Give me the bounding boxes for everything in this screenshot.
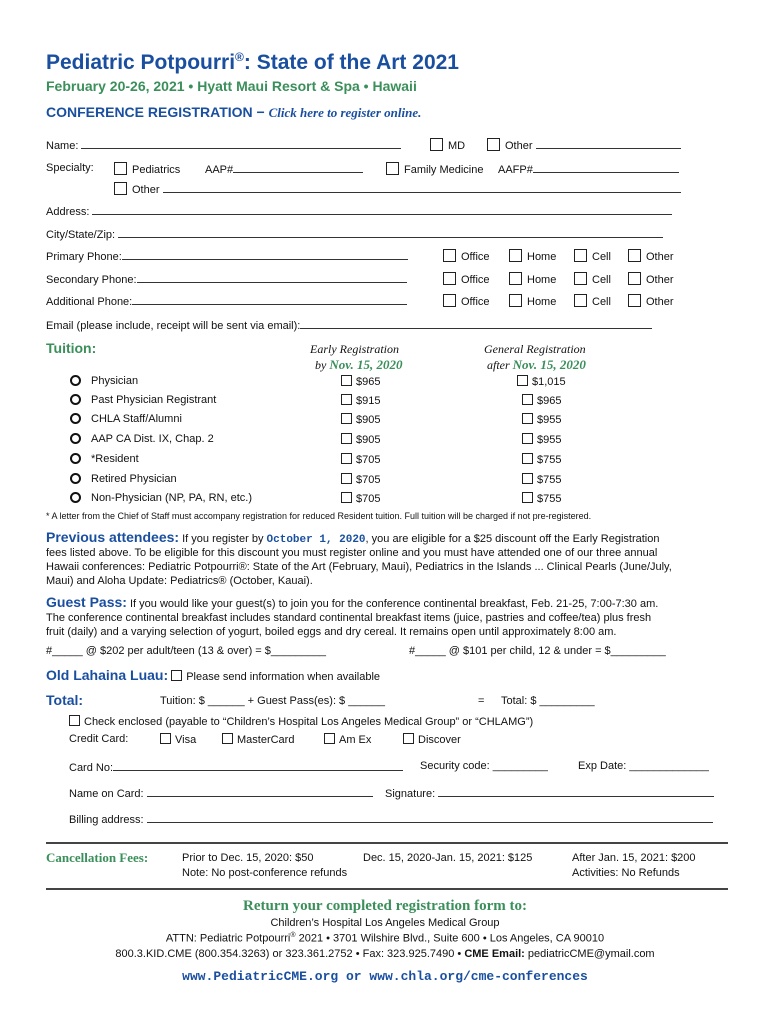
address-field[interactable]: Address: bbox=[46, 204, 672, 218]
phone-field-1[interactable]: Primary Phone: bbox=[46, 249, 408, 263]
guest-pass-line1: Guest Pass: If you would like your guest(s) to join you for the conference continental breakfast, Feb. 21-25, 7:00-7:30 am. bbox=[46, 594, 659, 610]
aafp-field[interactable]: AAFP# bbox=[498, 162, 679, 176]
tuition-label: Past Physician Registrant bbox=[91, 394, 217, 406]
email-field[interactable]: Email (please include, receipt will be sent via email): bbox=[46, 318, 652, 332]
divider-top bbox=[46, 842, 728, 844]
tuition-radio[interactable] bbox=[70, 375, 81, 388]
name-field[interactable]: Name: bbox=[46, 138, 401, 152]
specialty-other-option[interactable]: Other bbox=[114, 182, 681, 196]
footer-org: Children’s Hospital Los Angeles Medical Group bbox=[270, 917, 500, 929]
phone-2-type-home[interactable]: Home bbox=[509, 272, 556, 286]
early-price-option[interactable]: $905 bbox=[341, 413, 380, 426]
tuition-label: Non-Physician (NP, PA, RN, etc.) bbox=[91, 492, 252, 504]
luau-line[interactable]: Old Lahaina Luau: Please send information when available bbox=[46, 667, 381, 683]
phone-1-type-cell[interactable]: Cell bbox=[574, 249, 611, 263]
previous-attendees-line3: Hawaii conferences: Pediatric Potpourri®: State of the Art (February, Maui), Pediatrics in the Islands ... Clinical Pearls (June/July, bbox=[46, 561, 672, 573]
activities-note: Activities: No Refunds bbox=[572, 867, 680, 879]
general-price-option[interactable]: $955 bbox=[522, 433, 561, 446]
early-price-option[interactable]: $965 bbox=[341, 375, 380, 388]
phone-field-3[interactable]: Additional Phone: bbox=[46, 294, 407, 308]
cancel-fee-3: After Jan. 15, 2021: $200 bbox=[572, 852, 696, 864]
equals-sign: = bbox=[478, 695, 485, 707]
signature-field[interactable]: Signature: bbox=[385, 786, 714, 800]
aap-field[interactable]: AAP# bbox=[205, 162, 363, 176]
tuition-radio[interactable] bbox=[70, 394, 81, 407]
tuition-radio[interactable] bbox=[70, 413, 81, 426]
register-online-link[interactable]: Click here to register online. bbox=[268, 105, 422, 120]
cancel-fee-1: Prior to Dec. 15, 2020: $50 bbox=[182, 852, 314, 864]
tuition-label: Physician bbox=[91, 375, 139, 387]
tuition-radio[interactable] bbox=[70, 492, 81, 505]
security-code-field[interactable]: Security code: _________ bbox=[420, 760, 548, 772]
other-degree-option[interactable]: Other bbox=[487, 138, 681, 152]
exp-date-field[interactable]: Exp Date: _____________ bbox=[578, 760, 709, 772]
pediatrics-option[interactable]: Pediatrics bbox=[114, 162, 180, 176]
tuition-guest-amount-field[interactable]: Tuition: $ ______ + Guest Pass(es): $ ______ bbox=[160, 695, 385, 707]
footer-email-link[interactable]: pediatricCME@ymail.com bbox=[527, 947, 655, 960]
early-registration-header: Early Registration bbox=[310, 342, 399, 356]
conference-subtitle: February 20-26, 2021 • Hyatt Maui Resort & Spa • Hawaii bbox=[46, 78, 417, 94]
general-price-option[interactable]: $965 bbox=[522, 394, 561, 407]
footer-urls[interactable]: www.PediatricCME.org or www.chla.org/cme-conferences bbox=[182, 968, 588, 984]
md-option[interactable]: MD bbox=[430, 138, 465, 152]
total-amount-field[interactable]: Total: $ _________ bbox=[501, 695, 595, 707]
phone-1-type-other[interactable]: Other bbox=[628, 249, 674, 263]
name-on-card-field[interactable]: Name on Card: bbox=[69, 786, 373, 800]
tuition-label: CHLA Staff/Alumni bbox=[91, 413, 182, 425]
tuition-heading: Tuition: bbox=[46, 340, 97, 356]
check-enclosed-option[interactable]: Check enclosed (payable to “Children’s Hospital Los Angeles Medical Group” or “CHLAMG”) bbox=[69, 715, 533, 728]
early-price-option[interactable]: $705 bbox=[341, 492, 380, 505]
phone-3-type-home[interactable]: Home bbox=[509, 294, 556, 308]
general-price-option[interactable]: $1,015 bbox=[517, 375, 566, 388]
return-heading: Return your completed registration form to: bbox=[243, 898, 527, 914]
guest-adult-field[interactable]: #_____ @ $202 per adult/teen (13 & over) = $_________ bbox=[46, 645, 326, 657]
guest-pass-line3: fruit (daily) and a varying selection of yogurt, boiled eggs and dry cereal. It remains open until approximately 8:00 am. bbox=[46, 626, 617, 638]
tuition-label: AAP CA Dist. IX, Chap. 2 bbox=[91, 433, 214, 445]
guest-child-field[interactable]: #_____ @ $101 per child, 12 & under = $_________ bbox=[409, 645, 666, 657]
card-number-field[interactable]: Card No: bbox=[69, 760, 403, 774]
card-option-discover[interactable]: Discover bbox=[403, 733, 461, 746]
previous-attendees-line4: Maui) and Aloha Update: Pediatrics® (October, Kauai). bbox=[46, 575, 313, 587]
cancellation-heading: Cancellation Fees: bbox=[46, 850, 149, 865]
general-price-option[interactable]: $955 bbox=[522, 413, 561, 426]
phone-3-type-office[interactable]: Office bbox=[443, 294, 490, 308]
card-option-am-ex[interactable]: Am Ex bbox=[324, 733, 371, 746]
card-option-mastercard[interactable]: MasterCard bbox=[222, 733, 294, 746]
tuition-label: *Resident bbox=[91, 453, 139, 465]
tuition-radio[interactable] bbox=[70, 453, 81, 466]
general-registration-date: after Nov. 15, 2020 bbox=[487, 357, 586, 372]
early-price-option[interactable]: $705 bbox=[341, 473, 380, 486]
phone-3-type-other[interactable]: Other bbox=[628, 294, 674, 308]
family-medicine-option[interactable]: Family Medicine bbox=[386, 162, 483, 176]
card-option-visa[interactable]: Visa bbox=[160, 733, 196, 746]
page-title: Pediatric Potpourri®: State of the Art 2021 bbox=[46, 50, 459, 74]
resident-footnote: * A letter from the Chief of Staff must accompany registration for reduced Resident tuition. Full tuition will be charged if not pre-registered. bbox=[46, 511, 592, 521]
specialty-label: Specialty: bbox=[46, 162, 94, 174]
divider-bottom bbox=[46, 888, 728, 890]
tuition-radio[interactable] bbox=[70, 473, 81, 486]
footer-attn: ATTN: Pediatric Potpourri® 2021 • 3701 Wilshire Blvd., Suite 600 • Los Angeles, CA 90010 bbox=[165, 932, 605, 945]
early-price-option[interactable]: $915 bbox=[341, 394, 380, 407]
phone-field-2[interactable]: Secondary Phone: bbox=[46, 272, 407, 286]
phone-1-type-office[interactable]: Office bbox=[443, 249, 490, 263]
phone-2-type-other[interactable]: Other bbox=[628, 272, 674, 286]
phone-1-type-home[interactable]: Home bbox=[509, 249, 556, 263]
tuition-label: Retired Physician bbox=[91, 473, 177, 485]
guest-pass-line2: The conference continental breakfast includes standard continental breakfast items (juice, pastries and coffee/tea) plus fresh bbox=[46, 612, 652, 624]
phone-3-type-cell[interactable]: Cell bbox=[574, 294, 611, 308]
general-price-option[interactable]: $755 bbox=[522, 453, 561, 466]
footer bbox=[0, 898, 770, 984]
footer-contact: 800.3.KID.CME (800.354.3263) or 323.361.2752 • Fax: 323.925.7490 • CME Email: pediatricCME@ymail.com bbox=[115, 947, 655, 960]
city-state-zip-field[interactable]: City/State/Zip: bbox=[46, 227, 663, 241]
general-price-option[interactable]: $755 bbox=[522, 492, 561, 505]
general-price-option[interactable]: $755 bbox=[522, 473, 561, 486]
total-heading: Total: bbox=[46, 692, 84, 708]
early-price-option[interactable]: $905 bbox=[341, 433, 380, 446]
general-registration-header: General Registration bbox=[484, 342, 586, 356]
early-price-option[interactable]: $705 bbox=[341, 453, 380, 466]
registration-heading: CONFERENCE REGISTRATION − Click here to register online. bbox=[46, 104, 422, 120]
previous-attendees-line2: fees listed above. To be eligible for this discount you must register online and you must have attended one of our three annual bbox=[46, 547, 658, 559]
tuition-radio[interactable] bbox=[70, 433, 81, 446]
phone-2-type-cell[interactable]: Cell bbox=[574, 272, 611, 286]
credit-card-label: Credit Card: bbox=[69, 733, 129, 745]
early-registration-date: by Nov. 15, 2020 bbox=[315, 357, 403, 372]
phone-2-type-office[interactable]: Office bbox=[443, 272, 490, 286]
previous-attendees-line1: Previous attendees: If you register by October 1, 2020, you are eligible for a $25 discount off the Early Registration bbox=[46, 529, 660, 546]
billing-address-field[interactable]: Billing address: bbox=[69, 812, 713, 826]
cancel-fee-2: Dec. 15, 2020-Jan. 15, 2021: $125 bbox=[363, 852, 533, 864]
cancel-note: Note: No post-conference refunds bbox=[182, 867, 348, 879]
